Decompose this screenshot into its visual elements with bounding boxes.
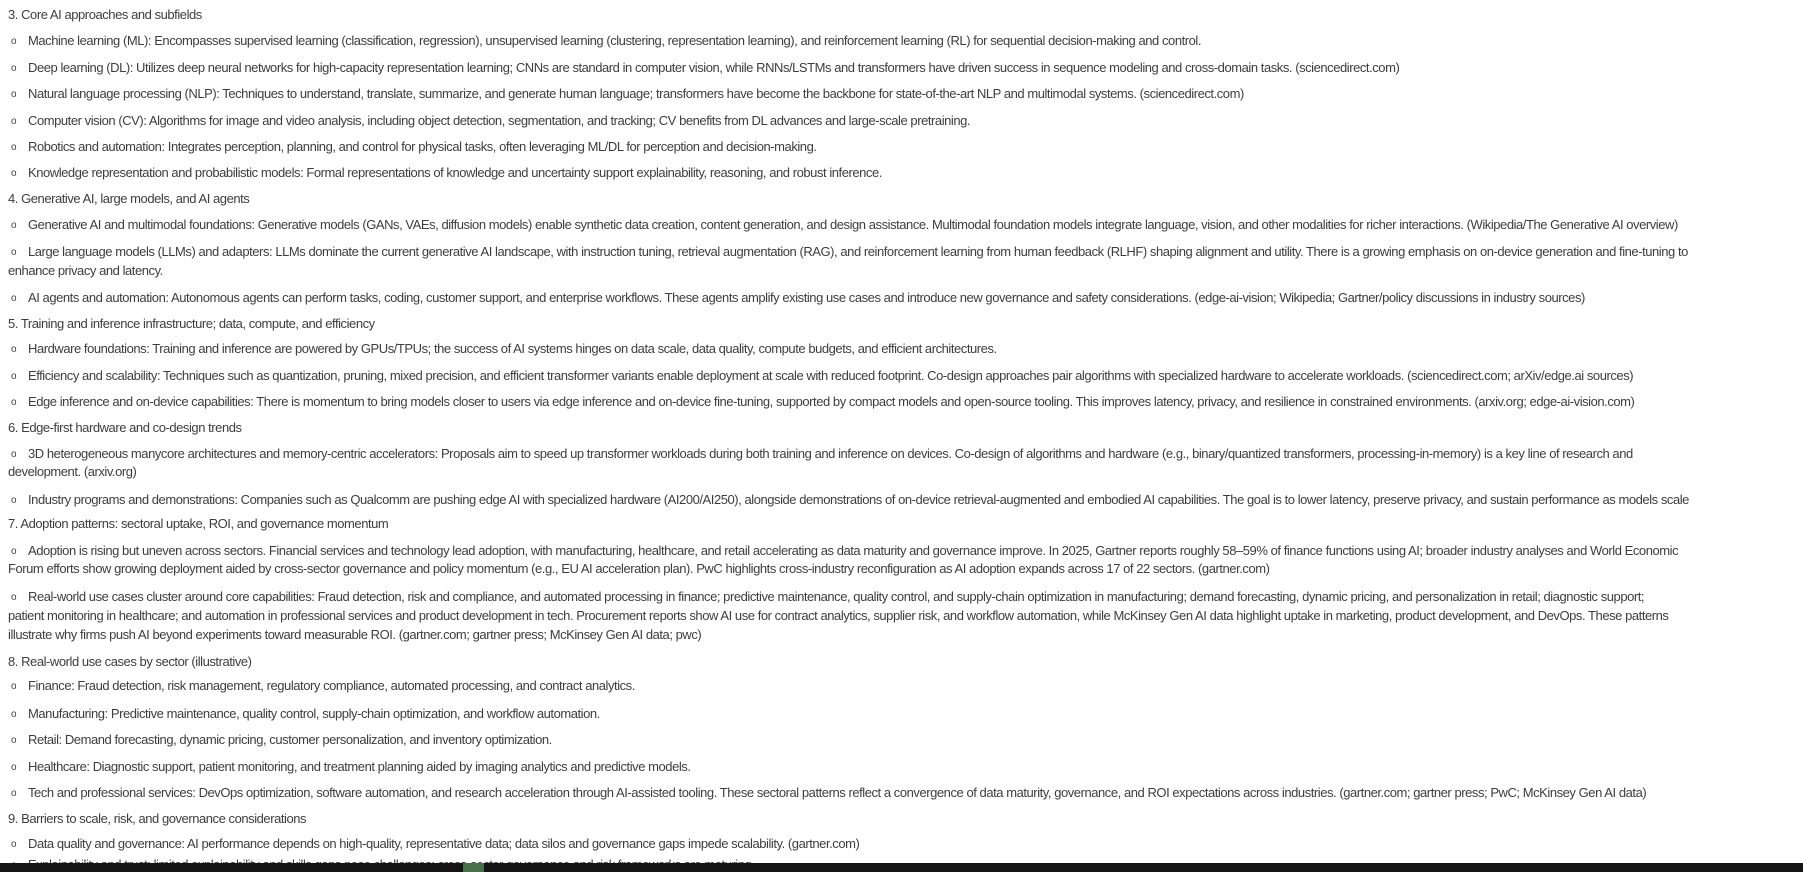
section-heading xyxy=(0,653,1803,671)
bullet-item xyxy=(0,835,1803,853)
bullet-marker: o xyxy=(11,762,17,773)
line-text: 4. Generative AI, large models, and AI agents xyxy=(8,191,250,206)
line-text: Industry programs and demonstrations: Companies such as Qualcomm are pushing edge AI with specialized hardware (AI200/AI250), alongside demonstrations of on-device retrieval-augmented and embodied AI capabilities. The goal is to lower latency, preserve privacy, and sustain performance as models scale xyxy=(28,492,1689,507)
bullet-marker: o xyxy=(11,344,17,355)
bullet-marker: o xyxy=(11,839,17,850)
line-text: Natural language processing (NLP): Techniques to understand, translate, summarize, and generate human language; transformers have become the backbone for state-of-the-art NLP and multimodal systems. (sciencedirect.com) xyxy=(28,86,1244,101)
bullet-item xyxy=(0,784,1803,802)
line-text: Hardware foundations: Training and inference are powered by GPUs/TPUs; the success of AI systems hinges on data scale, data quality, compute budgets, and efficient architectures. xyxy=(28,341,997,356)
bullet-marker: o xyxy=(11,449,17,460)
bullet-marker: o xyxy=(11,89,17,100)
bottom-bar-green-accent xyxy=(463,863,484,872)
bullet-marker: o xyxy=(11,371,17,382)
bullet-marker: o xyxy=(11,142,17,153)
line-text: Finance: Fraud detection, risk management, regulatory compliance, automated processing, and contract analytics. xyxy=(28,678,635,693)
line-text: Adoption is rising but uneven across sectors. Financial services and technology lead adoption, with manufacturing, healthcare, and retail accelerating as data maturity and governance improve. In 2025, Gartner reports roughly 58–59% of finance functions using AI; broader industry analyses and World Economic xyxy=(28,543,1679,558)
bullet-item xyxy=(0,340,1803,358)
bullet-item xyxy=(0,758,1803,776)
bullet-item xyxy=(0,59,1803,77)
bullet-item xyxy=(0,677,1803,695)
bullet-item xyxy=(0,289,1803,307)
bullet-item xyxy=(0,138,1803,156)
line-text: Knowledge representation and probabilistic models: Formal representations of knowledge and uncertainty support explainability, reasoning, and robust inference. xyxy=(28,165,882,180)
line-text: enhance privacy and latency. xyxy=(8,263,163,278)
line-text: Robotics and automation: Integrates perception, planning, and control for physical tasks, often leveraging ML/DL for perception and decision-making. xyxy=(28,139,817,154)
bullet-item xyxy=(0,367,1803,385)
bullet-item xyxy=(0,32,1803,50)
line-text: 3D heterogeneous manycore architectures and memory-centric accelerators: Proposals aim to speed up transformer workloads during both training and inference on devices. Co-design of algorithms and hardware (e.g., binary/quantized transformers, processing-in-memory) is a key line of research and xyxy=(28,446,1633,461)
bullet-item xyxy=(0,85,1803,103)
section-heading xyxy=(0,6,1803,24)
line-text: 7. Adoption patterns: sectoral uptake, ROI, and governance momentum xyxy=(8,516,389,531)
line-text: Large language models (LLMs) and adapters: LLMs dominate the current generative AI landscape, with instruction tuning, retrieval augmentation (RAG), and reinforcement learning from human feedback (RLHF) shaping alignment and utility. There is a growing emphasis on on-device generation and fine-tuning to xyxy=(28,244,1688,259)
bullet-marker: o xyxy=(11,63,17,74)
line-text: 3. Core AI approaches and subfields xyxy=(8,7,202,22)
bullet-item xyxy=(0,164,1803,182)
line-text: Manufacturing: Predictive maintenance, quality control, supply-chain optimization, and workflow automation. xyxy=(28,706,600,721)
bottom-dark-bar xyxy=(0,863,1803,872)
bullet-item xyxy=(0,731,1803,749)
bullet-marker: o xyxy=(11,220,17,231)
section-heading xyxy=(0,190,1803,208)
line-text: Healthcare: Diagnostic support, patient monitoring, and treatment planning aided by imaging analytics and predictive models. xyxy=(28,759,691,774)
bullet-marker: o xyxy=(11,592,17,603)
bullet-marker: o xyxy=(11,397,17,408)
line-text: Efficiency and scalability: Techniques such as quantization, pruning, mixed precision, and efficient transformer variants enable deployment at scale with reduced footprint. Co-design approaches pair algorithms with specialized hardware to accelerate workloads. (sciencedirect.com; arXiv/edge.ai sources) xyxy=(28,368,1634,383)
line-text: Real-world use cases cluster around core capabilities: Fraud detection, risk and compliance, and automated processing in finance; predictive maintenance, quality control, and supply-chain optimization in manufacturing; demand forecasting, dynamic pricing, and personalization in retail; diagnostic support; xyxy=(28,589,1645,604)
section-heading xyxy=(0,315,1803,333)
bullet-marker: o xyxy=(11,709,17,720)
bullet-continuation-line xyxy=(0,560,1803,578)
line-text: 9. Barriers to scale, risk, and governance considerations xyxy=(8,811,307,826)
section-heading xyxy=(0,419,1803,437)
bullet-marker: o xyxy=(11,495,17,506)
bullet-item xyxy=(0,112,1803,130)
bullet-item xyxy=(0,216,1803,234)
line-text: patient monitoring in healthcare; and automation in professional services and product development in tech. Procurement reports show AI use for contract analytics, supplier risk, and workflow automation, while McKinsey Gen AI data highlight uptake in marketing, product development, and DevOps. These patterns xyxy=(8,608,1669,623)
line-text: Forum efforts show growing deployment aided by cross-sector governance and policy momentum (e.g., EU AI acceleration plan). PwC highlights cross-industry reconfiguration as AI adoption expands across 17 of 22 sectors. (gartner.com) xyxy=(8,561,1270,576)
bullet-item xyxy=(0,705,1803,723)
bullet-marker: o xyxy=(11,546,17,557)
bullet-item xyxy=(0,243,1803,261)
line-text: 6. Edge-first hardware and co-design trends xyxy=(8,420,242,435)
line-text: development. (arxiv.org) xyxy=(8,464,137,479)
line-text: Tech and professional services: DevOps optimization, software automation, and research acceleration through AI-assisted tooling. These sectoral patterns reflect a convergence of data maturity, governance, and ROI expectations across industries. (gartner.com; gartner press; PwC; McKinsey Gen AI data) xyxy=(28,785,1647,800)
line-text: AI agents and automation: Autonomous agents can perform tasks, coding, customer support, and enterprise workflows. These agents amplify existing use cases and introduce new governance and safety considerations. (edge-ai-vision; Wikipedia; Gartner/policy discussions in industry sources) xyxy=(28,290,1585,305)
section-heading xyxy=(0,810,1803,828)
line-text: Deep learning (DL): Utilizes deep neural networks for high-capacity representation learning; CNNs are standard in computer vision, while RNNs/LSTMs and transformers have driven success in sequence modeling and cross-domain tasks. (sciencedirect.com) xyxy=(28,60,1400,75)
section-heading xyxy=(0,515,1803,533)
line-text: illustrate why firms push AI beyond experiments toward measurable ROI. (gartner.com; gartner press; McKinsey Gen AI data; pwc) xyxy=(8,627,702,642)
bullet-marker: o xyxy=(11,116,17,127)
bullet-marker: o xyxy=(11,681,17,692)
line-text: Data quality and governance: AI performance depends on high-quality, representative data; data silos and governance gaps impede scalability. (gartner.com) xyxy=(28,836,860,851)
bullet-marker: o xyxy=(11,36,17,47)
line-text: Generative AI and multimodal foundations: Generative models (GANs, VAEs, diffusion models) enable synthetic data creation, content generation, and design assistance. Multimodal foundation models integrate language, vision, and other modalities for richer interactions. (Wikipedia/The Generative AI overview) xyxy=(28,217,1678,232)
line-text: Machine learning (ML): Encompasses supervised learning (classification, regression), unsupervised learning (clustering, representation learning), and reinforcement learning (RL) for sequential decision-making and control. xyxy=(28,33,1202,48)
bullet-marker: o xyxy=(11,293,17,304)
bullet-item xyxy=(0,491,1803,509)
line-text: 8. Real-world use cases by sector (illustrative) xyxy=(8,654,252,669)
bullet-item xyxy=(0,393,1803,411)
bullet-continuation-line xyxy=(0,262,1803,280)
line-text: 5. Training and inference infrastructure; data, compute, and efficiency xyxy=(8,316,375,331)
line-text: Computer vision (CV): Algorithms for image and video analysis, including object detection, segmentation, and tracking; CV benefits from DL advances and large-scale pretraining. xyxy=(28,113,971,128)
bullet-item xyxy=(0,542,1803,560)
bullet-continuation-line xyxy=(0,607,1803,625)
bullet-continuation-line xyxy=(0,626,1803,644)
bullet-marker: o xyxy=(11,168,17,179)
bullet-marker: o xyxy=(11,247,17,258)
bullet-item xyxy=(0,445,1803,463)
line-text: Edge inference and on-device capabilities: There is momentum to bring models closer to users via edge inference and on-device fine-tuning, supported by compact models and open-source tooling. This improves latency, privacy, and resilience in constrained environments. (arxiv.org; edge-ai-vision.com) xyxy=(28,394,1635,409)
bullet-marker: o xyxy=(11,735,17,746)
bullet-marker: o xyxy=(11,788,17,799)
line-text: Retail: Demand forecasting, dynamic pricing, customer personalization, and inventory optimization. xyxy=(28,732,552,747)
bullet-item xyxy=(0,588,1803,606)
bullet-continuation-line xyxy=(0,463,1803,481)
